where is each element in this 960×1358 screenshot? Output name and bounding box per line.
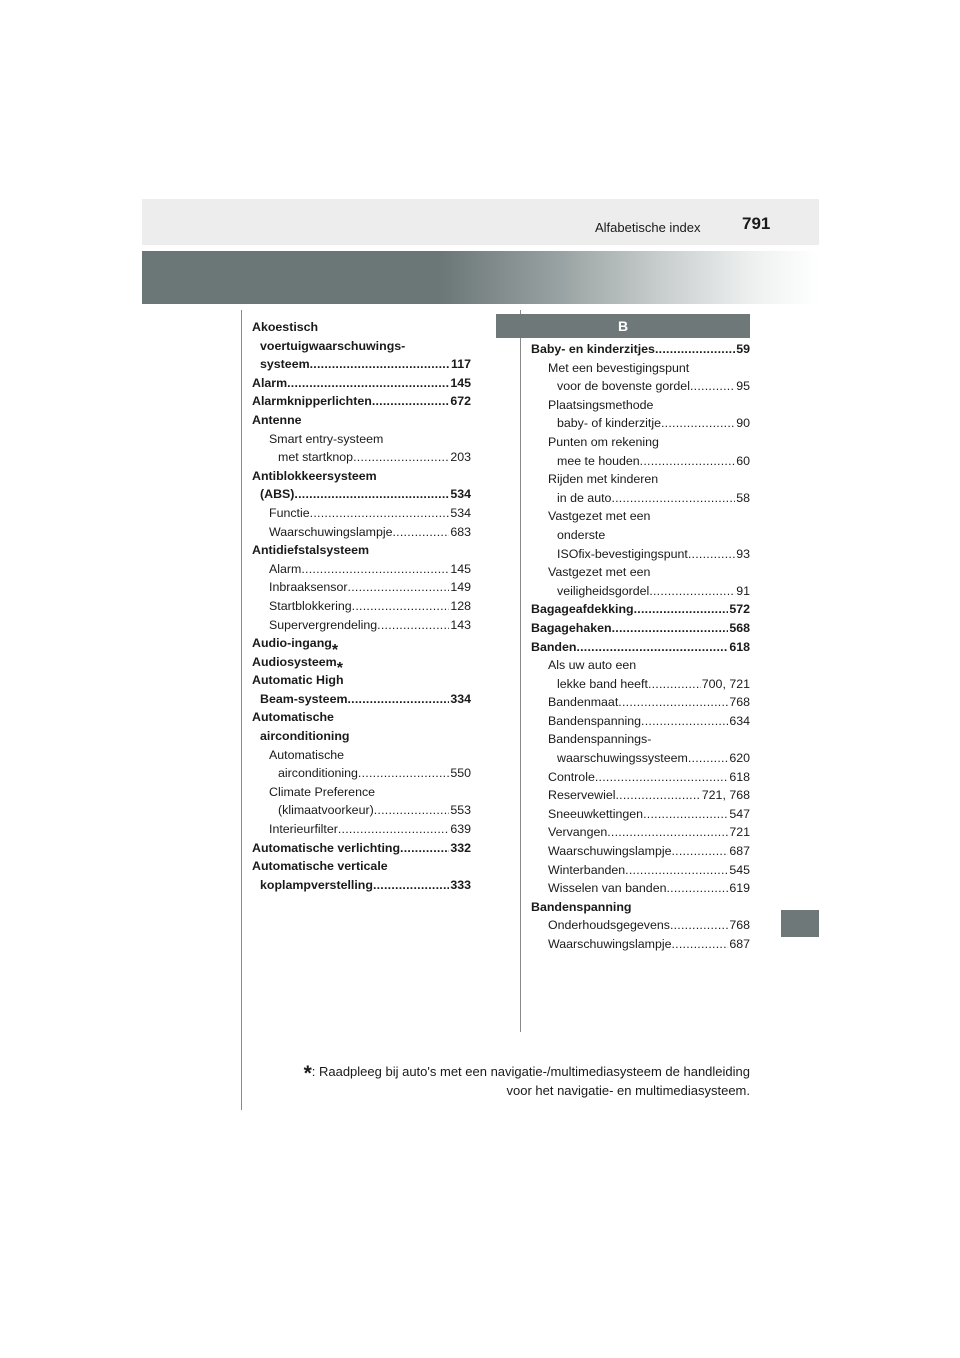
index-column-right [531, 340, 750, 954]
footnote [270, 1063, 750, 1100]
index-entry: Audiosysteem * [252, 654, 343, 672]
dot-leader [352, 597, 450, 616]
index-entry [252, 523, 471, 542]
index-entry [252, 430, 471, 449]
index-entry [531, 730, 750, 749]
index-entry-page: 534 [450, 487, 471, 502]
index-entry-label: Waarschuwingslampje [548, 844, 672, 859]
index-column-left [252, 318, 471, 894]
footnote-marker: * [303, 1062, 312, 1085]
index-entry [531, 582, 750, 601]
index-entry-label: Automatische verticale [252, 859, 388, 874]
index-entry-label: Akoestisch [252, 320, 319, 334]
dot-leader [640, 452, 736, 471]
footnote-line-2: voor het navigatie- en multimediasysteem. [506, 1082, 750, 1098]
dot-leader [310, 504, 450, 523]
index-entry-page: 145 [450, 375, 471, 390]
column-divider [520, 310, 521, 1032]
index-entry [531, 935, 750, 954]
index-entry-label: met startknop [278, 450, 354, 465]
page-number: 791 [742, 214, 771, 233]
index-entry-label: Startblokkering [269, 598, 352, 613]
dot-leader [666, 879, 728, 898]
index-entry-label: Punten om rekening [548, 434, 659, 449]
index-entry [531, 879, 750, 898]
dot-leader [377, 616, 449, 635]
index-entry [252, 839, 471, 858]
dot-leader [287, 374, 449, 393]
dot-leader [649, 582, 735, 601]
index-entry-label: Winterbanden [548, 862, 626, 877]
index-entry [252, 411, 471, 430]
index-entry-page: 683 [450, 524, 471, 539]
dot-leader [672, 935, 729, 954]
index-entry [252, 448, 471, 467]
index-entry [531, 563, 750, 582]
index-entry-label: (klimaatvoorkeur) [278, 803, 374, 818]
index-entry-page: 687 [729, 937, 750, 951]
dot-leader [338, 820, 449, 839]
index-entry [531, 526, 750, 545]
index-entry-label: Bandenmaat [548, 695, 619, 710]
index-entry-label: Antiblokkeersysteem [252, 468, 377, 483]
margin-rule [241, 310, 242, 1110]
index-entry-label: Vervangen [548, 825, 608, 840]
index-entry [252, 337, 471, 356]
dot-leader [611, 489, 735, 508]
index-entry-label: koplampverstelling [260, 877, 373, 892]
index-entry-page: 547 [729, 806, 750, 821]
index-entry [531, 507, 750, 526]
index-entry-page: 333 [450, 877, 471, 892]
index-entry [252, 467, 471, 486]
index-entry-label: Audiosysteem [252, 654, 337, 669]
index-entry-label: systeem [260, 357, 310, 372]
index-entry-label: voor de bovenste gordel [557, 379, 690, 394]
dot-leader [625, 861, 728, 880]
index-entry [252, 374, 471, 393]
index-entry-label: Vastgezet met een [548, 565, 651, 580]
index-entry-label: baby- of kinderzitje [557, 416, 661, 431]
dot-leader [348, 578, 450, 597]
dot-leader [648, 675, 701, 694]
index-entry-page: 672 [450, 394, 471, 409]
index-entry [531, 545, 750, 564]
index-entry-label: Inbraaksensor [269, 580, 348, 595]
footnote-line-1 [270, 1062, 750, 1085]
index-entry-label: veiligheidsgordel [557, 583, 650, 598]
index-entry [531, 861, 750, 880]
index-entry-label: Bandenspanning [531, 899, 632, 914]
dot-leader [607, 823, 728, 842]
index-entry-label: Automatische [252, 710, 334, 725]
index-entry [531, 693, 750, 712]
index-entry [252, 746, 471, 765]
dot-leader [347, 690, 449, 709]
index-entry [252, 392, 471, 411]
index-entry-page: 553 [450, 803, 471, 818]
dot-leader [400, 839, 449, 858]
index-entry [252, 708, 471, 727]
index-entry-label: Alarm [252, 375, 288, 390]
index-entry [531, 452, 750, 471]
index-entry [531, 470, 750, 489]
index-entry-label: Bandenspanning [548, 713, 642, 728]
dot-leader [688, 749, 728, 768]
section-title: Alfabetische index [595, 220, 701, 235]
index-entry-page: 334 [450, 691, 471, 706]
index-entry [252, 764, 471, 783]
dot-leader [358, 764, 449, 783]
index-entry-page: 128 [450, 598, 471, 613]
dot-leader [688, 545, 735, 564]
index-entry-label: Antenne [252, 412, 302, 427]
index-entry-label: Rijden met kinderen [548, 472, 659, 487]
dot-leader [670, 916, 728, 935]
index-entry-label: (ABS) [260, 487, 295, 502]
dot-leader [373, 876, 449, 895]
index-entry-page: 618 [729, 769, 750, 784]
index-entry [252, 783, 471, 802]
index-entry [531, 638, 750, 657]
index-entry-page: 60 [736, 453, 750, 468]
index-entry-label: Audio-ingang [252, 636, 332, 651]
index-entry-label: voertuigwaarschuwings- [260, 338, 406, 353]
index-entry-page: 768 [729, 918, 750, 933]
index-entry-page: 143 [450, 617, 471, 632]
index-entry-label: Bandenspannings- [548, 732, 652, 747]
index-entry-label: Reservewiel [548, 788, 616, 803]
index-entry [252, 578, 471, 597]
index-entry-label: Sneeuwkettingen [548, 806, 644, 821]
index-entry-page: 93 [736, 546, 750, 561]
dot-leader [576, 638, 728, 657]
dot-leader [393, 523, 450, 542]
dot-leader [661, 414, 735, 433]
index-entry-page: 117 [451, 357, 471, 372]
index-entry-label: Banden [531, 639, 577, 654]
index-entry-page: 59 [736, 342, 750, 356]
index-entry-label: Interieurfilter [269, 822, 338, 837]
dot-leader [672, 842, 729, 861]
footnote-text-1: : Raadpleeg bij auto's met een navigatie-/multimediasysteem de handleiding [311, 1064, 750, 1079]
index-entry-label: Beam-systeem [260, 691, 348, 706]
index-entry-page: 634 [729, 713, 750, 728]
index-entry [252, 355, 471, 374]
index-entry-page: 90 [736, 416, 750, 431]
dot-leader [372, 392, 450, 411]
index-entry [252, 597, 471, 616]
index-entry-page: 687 [729, 844, 750, 859]
index-entry [531, 786, 750, 805]
index-entry [252, 876, 471, 895]
dot-leader [618, 693, 728, 712]
index-entry-label: onderste [557, 527, 606, 542]
index-entry-page: 534 [450, 505, 471, 520]
index-entry [252, 541, 471, 560]
index-entry [531, 842, 750, 861]
index-entry: Audio-ingang * [252, 636, 339, 653]
index-entry-page: 568 [729, 620, 750, 635]
index-entry [252, 616, 471, 635]
index-entry [531, 340, 750, 359]
index-entry [252, 671, 471, 690]
index-entry [531, 396, 750, 415]
chapter-side-tab [781, 910, 819, 937]
dot-leader [615, 786, 700, 805]
dot-leader [595, 768, 728, 787]
index-entry-label: Alarmknipperlichten [252, 394, 372, 409]
dot-leader [294, 485, 449, 504]
index-entry-label: airconditioning [278, 766, 358, 781]
index-entry [531, 656, 750, 675]
chapter-gradient-bar [142, 251, 819, 304]
index-entry [252, 727, 471, 746]
dot-leader [310, 355, 450, 374]
index-entry-page: 721, 768 [701, 788, 750, 803]
index-entry [531, 749, 750, 768]
index-entry-page: 572 [729, 602, 750, 617]
index-entry-page: 149 [450, 580, 471, 595]
index-entry [531, 619, 750, 638]
index-entry-page: 618 [729, 639, 750, 654]
dot-leader [301, 560, 449, 579]
index-entry-label: waarschuwingssysteem [557, 751, 688, 766]
index-entry-label: Automatische verlichting [252, 840, 401, 855]
index-entry [252, 820, 471, 839]
index-entry-label: Controle [548, 769, 595, 784]
index-entry [252, 857, 471, 876]
index-entry [531, 359, 750, 378]
index-entry [252, 318, 471, 337]
dot-leader [353, 448, 449, 467]
letter-heading-b: B [496, 314, 750, 338]
index-entry [531, 823, 750, 842]
index-entry-label: Plaatsingsmethode [548, 397, 654, 412]
dot-leader [690, 377, 735, 396]
index-entry-label: Vastgezet met een [548, 509, 651, 524]
index-entry-page: 203 [450, 450, 471, 465]
index-entry [252, 485, 471, 504]
index-entry-page: 545 [729, 862, 750, 877]
index-entry-label: Als uw auto een [548, 658, 637, 673]
index-entry-label: Smart entry-systeem [269, 431, 384, 446]
index-entry-label: Automatic High [252, 673, 344, 688]
index-entry-page: 332 [450, 840, 471, 855]
index-entry-page: 145 [450, 561, 471, 576]
index-entry [531, 414, 750, 433]
index-entry-label: Waarschuwingslampje [269, 524, 393, 539]
index-entry-page: 620 [729, 751, 750, 766]
header-band [142, 199, 819, 245]
dot-leader [641, 712, 728, 731]
index-entry-label: mee te houden [557, 453, 640, 468]
index-entry-label: Met een bevestigingspunt [548, 360, 690, 375]
index-entry-label: Functie [269, 505, 310, 520]
index-entry-label: Bagagehaken [531, 620, 612, 635]
index-entry-page: 58 [736, 490, 750, 505]
index-entry [252, 504, 471, 523]
dot-leader [634, 600, 729, 619]
index-entry-label: Supervergrendeling [269, 617, 378, 632]
index-entry [531, 675, 750, 694]
index-entry [531, 433, 750, 452]
index-entry [252, 690, 471, 709]
index-entry-label: Antidiefstalsysteem [252, 543, 370, 558]
index-entry [252, 560, 471, 579]
index-entry [531, 712, 750, 731]
dot-leader [374, 801, 450, 820]
index-entry-page: 700, 721 [701, 676, 750, 691]
dot-leader [643, 805, 728, 824]
index-entry-page: 619 [729, 881, 750, 896]
index-entry-label: in de auto [557, 490, 612, 505]
index-entry-label: Bagageafdekking [531, 602, 634, 617]
index-entry-label: Baby- en kinderzitjes [531, 342, 655, 356]
index-entry [531, 768, 750, 787]
index-entry-page: 95 [736, 379, 750, 394]
index-entry [531, 916, 750, 935]
index-entry-label: Onderhoudsgegevens [548, 918, 670, 933]
index-entry-label: Automatische [269, 747, 345, 762]
dot-leader [655, 340, 735, 359]
index-entry-label: lekke band heeft [557, 676, 648, 691]
dot-leader [612, 619, 729, 638]
index-entry-page: 91 [736, 583, 750, 598]
index-entry [531, 898, 750, 917]
index-entry-page: 639 [450, 822, 471, 837]
index-entry-label: Waarschuwingslampje [548, 937, 672, 951]
index-entry-label: Alarm [269, 561, 302, 576]
index-entry [531, 377, 750, 396]
index-entry [252, 801, 471, 820]
index-entry-page: 721 [729, 825, 750, 840]
index-entry-label: Wisselen van banden [548, 881, 667, 896]
index-entry-label: airconditioning [260, 729, 350, 744]
index-entry [531, 600, 750, 619]
index-entry-label: Climate Preference [269, 784, 376, 799]
index-entry-label: ISOfix-bevestigingspunt [557, 546, 688, 561]
index-entry [531, 805, 750, 824]
index-entry-page: 550 [450, 766, 471, 781]
index-entry [531, 489, 750, 508]
index-entry-page: 768 [729, 695, 750, 710]
